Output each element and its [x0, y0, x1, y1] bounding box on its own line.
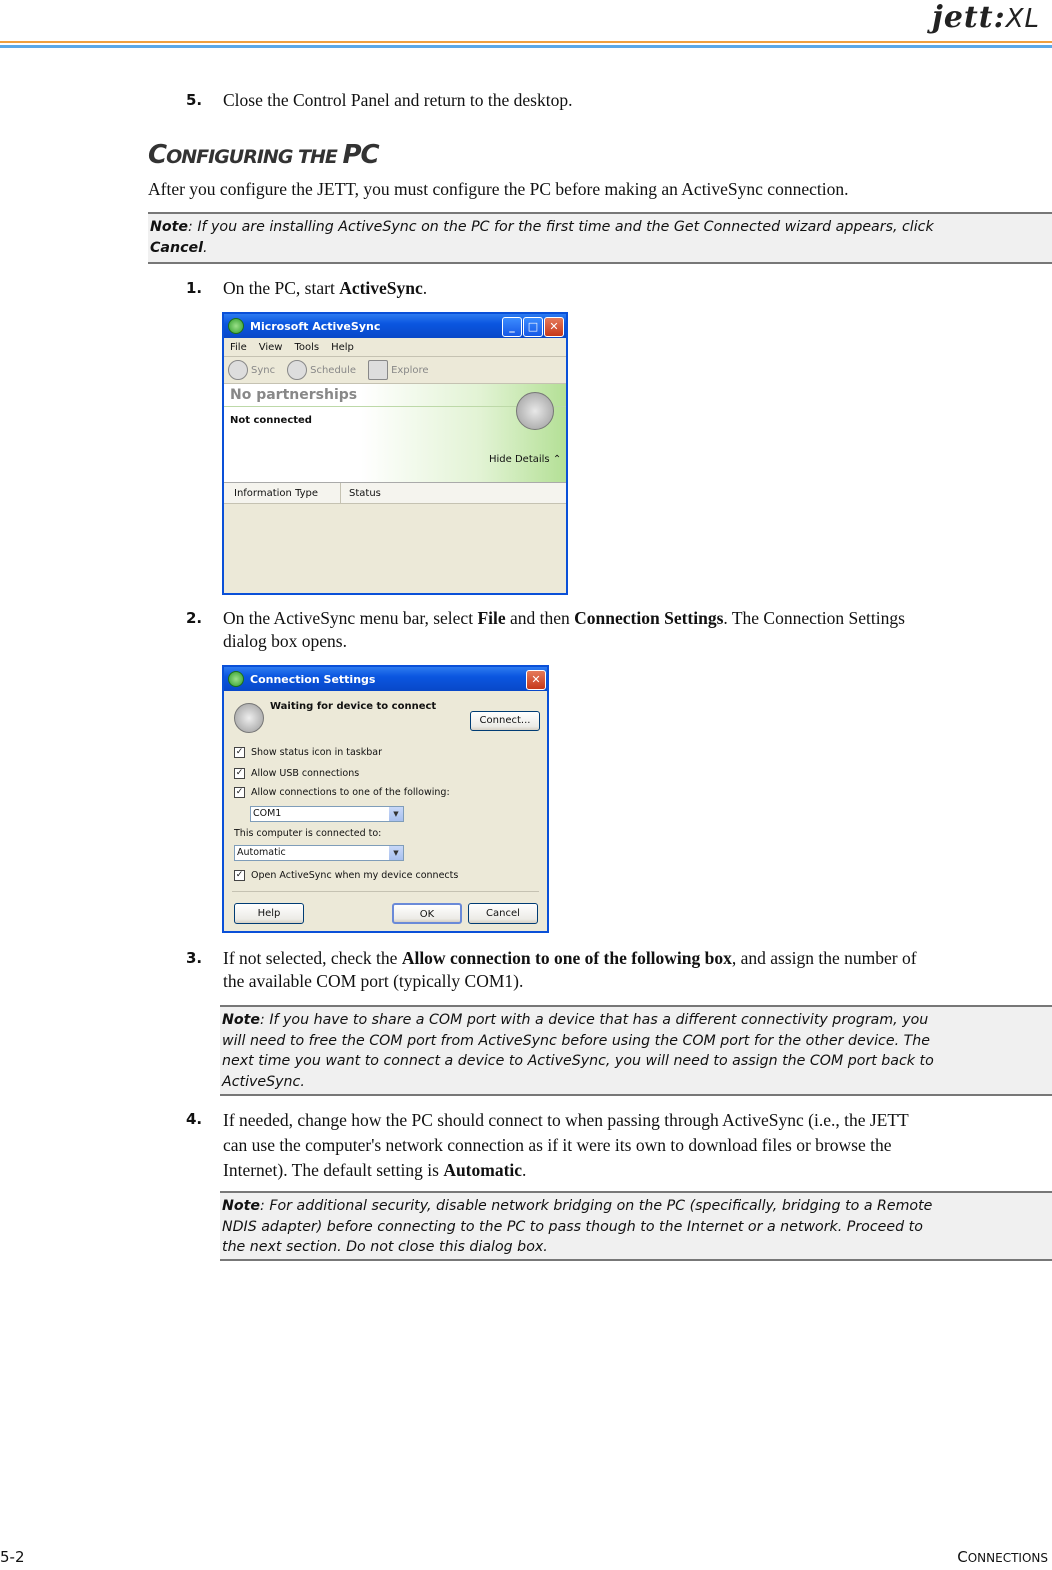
note-box: Note: For additional security, disable network bridging on the PC (specifically, bridging to a Remote NDIS adapter) before connecting to the PC to pass though to the Internet or a network. Proceed to the next section. Do not close this dialog box.	[220, 1191, 1052, 1261]
partnership-label: No partnerships	[230, 387, 358, 403]
column-status[interactable]: Status	[349, 488, 381, 499]
schedule-button[interactable]: Schedule	[287, 360, 356, 380]
note-box: Note: If you have to share a COM port with a device that has a different connectivity program, you will need to free the COM port from ActiveSync before using the COM port for the other device. The next time you want to connect a device to ActiveSync, you will need to assign the COM port back to ActiveSync.	[220, 1005, 1052, 1096]
page-number: 5-2	[0, 1548, 25, 1566]
note-box: Note: If you are installing ActiveSync on the PC for the first time and the Get Connected wizard appears, click Cancel.	[148, 212, 1052, 264]
clock-icon	[287, 360, 307, 380]
header-rule-orange	[0, 41, 1052, 43]
step-text: On the PC, start ActiveSync.	[223, 278, 428, 298]
sync-status-icon	[516, 392, 554, 430]
section-title: CONFIGURING THE PC	[148, 140, 379, 170]
window-titlebar	[224, 314, 566, 338]
step-text: On the ActiveSync menu bar, select File and then Connection Settings. The Connection Settings dialog box opens.	[223, 608, 905, 651]
open-activesync-checkbox[interactable]: ✓ Open ActiveSync when my device connects	[235, 870, 459, 881]
activesync-icon	[228, 318, 244, 334]
step-text: Close the Control Panel and return to the desktop.	[223, 90, 573, 110]
menu-tools[interactable]: Tools	[294, 341, 320, 353]
cancel-button[interactable]: Cancel	[468, 903, 538, 924]
connection-mode-select[interactable]: Automatic ▼	[234, 845, 404, 861]
jett-xl-logo: jett:XL	[931, 0, 1040, 35]
allow-connections-checkbox[interactable]: ✓ Allow connections to one of the following:	[235, 787, 450, 798]
close-button[interactable]: ✕	[526, 670, 546, 690]
chevron-down-icon: ▼	[389, 846, 403, 860]
menu-help[interactable]: Help	[331, 341, 354, 353]
step-number: 4.	[186, 1110, 203, 1128]
header-rule-blue	[0, 45, 1052, 48]
toolbar	[224, 357, 566, 384]
allow-usb-checkbox[interactable]: ✓ Allow USB connections	[235, 768, 360, 779]
step-number: 2.	[186, 609, 203, 627]
step-text: If needed, change how the PC should connect to when passing through ActiveSync (i.e., the JETT can use the computer's network connection as if it were its own to download files or browse the Internet). The default setting is Automatic.	[223, 1110, 909, 1180]
waiting-status: Waiting for device to connect	[270, 701, 437, 712]
connect-button[interactable]: Connect...	[470, 711, 540, 731]
menu-view[interactable]: View	[258, 341, 283, 353]
menu-file[interactable]: File	[230, 341, 247, 353]
connection-status: Not connected	[230, 415, 312, 426]
chapter-name: CONNECTIONS	[957, 1548, 1048, 1566]
connection-settings-dialog	[222, 665, 549, 933]
column-info-type[interactable]: Information Type	[224, 483, 341, 503]
hide-details-link[interactable]: Hide Details ⌃	[489, 454, 562, 465]
details-header	[224, 483, 566, 504]
minimize-button[interactable]: _	[502, 317, 522, 337]
sync-status-icon	[234, 703, 264, 733]
chevron-down-icon: ▼	[389, 807, 403, 821]
step-number: 1.	[186, 279, 203, 297]
step-number: 5.	[186, 91, 203, 109]
ok-button[interactable]: OK	[392, 903, 462, 924]
activesync-icon	[228, 671, 244, 687]
show-status-checkbox[interactable]: ✓ Show status icon in taskbar	[235, 747, 383, 758]
magnifier-icon	[368, 360, 388, 380]
step-text: If not selected, check the Allow connection to one of the following box, and assign the number of the available COM port (typically COM1).	[223, 948, 917, 991]
help-button[interactable]: Help	[234, 903, 304, 924]
dialog-title: Connection Settings	[250, 672, 376, 686]
connected-to-label: This computer is connected to:	[234, 828, 382, 839]
step-number: 3.	[186, 949, 203, 967]
activesync-window	[222, 312, 568, 595]
explore-button[interactable]: Explore	[368, 360, 429, 380]
menu-bar	[224, 338, 566, 357]
dialog-titlebar	[224, 667, 547, 691]
sync-button[interactable]: Sync	[228, 360, 275, 380]
section-intro: After you configure the JETT, you must configure the PC before making an ActiveSync connection.	[148, 179, 849, 199]
window-title: Microsoft ActiveSync	[250, 319, 381, 333]
close-button[interactable]: ✕	[544, 317, 564, 337]
status-panel	[224, 384, 566, 483]
com-port-select[interactable]: COM1 ▼	[250, 806, 404, 822]
maximize-button[interactable]: □	[523, 317, 543, 337]
sync-icon	[228, 360, 248, 380]
